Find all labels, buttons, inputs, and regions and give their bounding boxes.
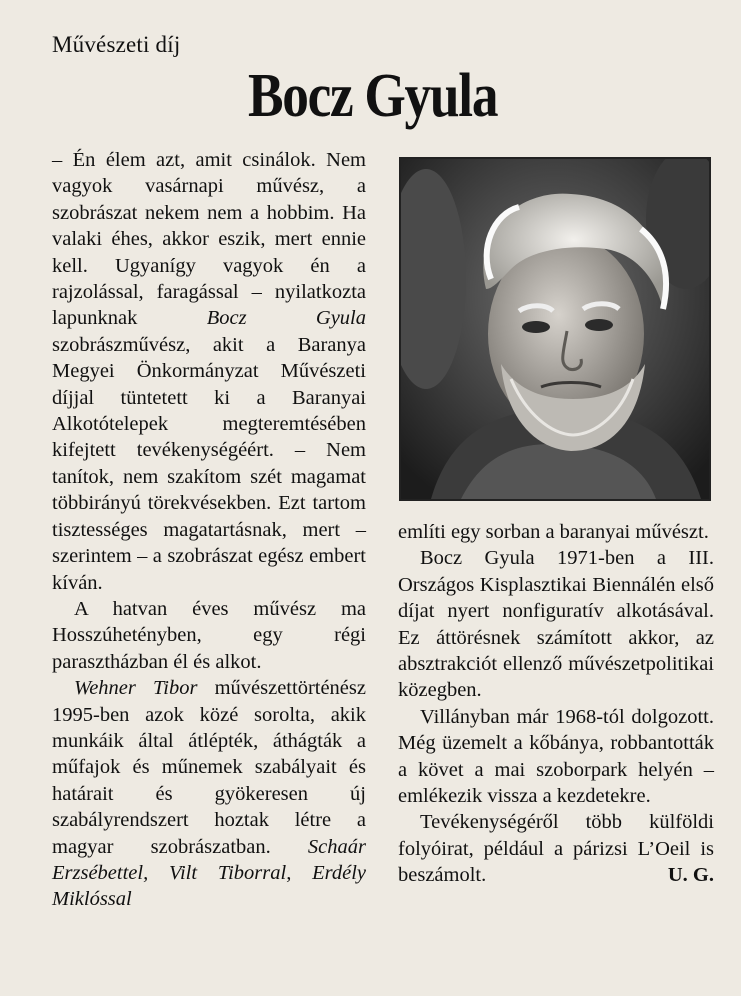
person-names: Schaár Erzsébettel, Vilt Tiborral, Erdély Miklóssal [52,835,366,911]
text-run: művészettörténész 1995-ben azok közé sorolta, akik munkáik által átlépték, áthágták a műfajok és műnemek szabályait és határait és gyökeresen új szabályrendszert hoztak létre a magyar szobrászatban. [52,677,366,858]
person-name: Wehner Tibor [74,677,198,700]
portrait-photo [399,157,711,501]
author-signature: U. G. [667,864,714,887]
article-column-left [52,147,366,913]
article-column-right [398,519,714,889]
text-run: – Én élem azt, amit csinálok. Nem vagyok vasárnapi művész, a szobrászat nekem nem a hobbim. Ha valaki éhes, akkor eszik, mert ennie kell. Ugyanígy vagyok én a rajzolással, faragással – nyilatkozta lapunknak [52,149,366,330]
text-run: szobrászművész, akit a Baranya Megyei Önkormányzat Művészeti díjjal tüntetett ki a Baranyai Alkotótelepek megteremtésében kifejtett tevékenységéért. – Nem tanítok, nem szakítom szét magamat többirányú törekvésekben. Ezt tartom tisztességes magatartásnak, mert – szerintem – a szobrászat egész embert kíván. [52,333,366,594]
person-name: Bocz Gyula [206,307,366,330]
article-headline: Bocz Gyula [247,62,498,130]
text-run: Tevékenységéről több külföldi folyóirat, például a párizsi L’Oeil is beszámolt. [398,811,714,887]
paragraph: említi egy sorban a baranyai művészt. [398,521,709,543]
paragraph: Bocz Gyula 1971-ben a III. Országos Kisplasztikai Biennálén első díjat nyert nonfiguratív alkotásával. Ez áttörésnek számított akkor, az absztrakciót ellenző művészetpolitikai közegben. [398,547,714,702]
portrait-illustration [401,159,709,499]
paragraph [52,147,366,596]
paragraph: Villányban már 1968-tól dolgozott. Még üzemelt a kőbánya, robbantották a követ a mai szoborpark helyén – emlékezik vissza a kezdetekre. [398,705,714,808]
paragraph: A hatvan éves művész ma Hosszúhetényben, egy régi parasztházban él és alkot. [52,597,366,673]
article-kicker: Művészeti díj [52,32,181,57]
paragraph [398,809,714,888]
paragraph [52,675,366,913]
